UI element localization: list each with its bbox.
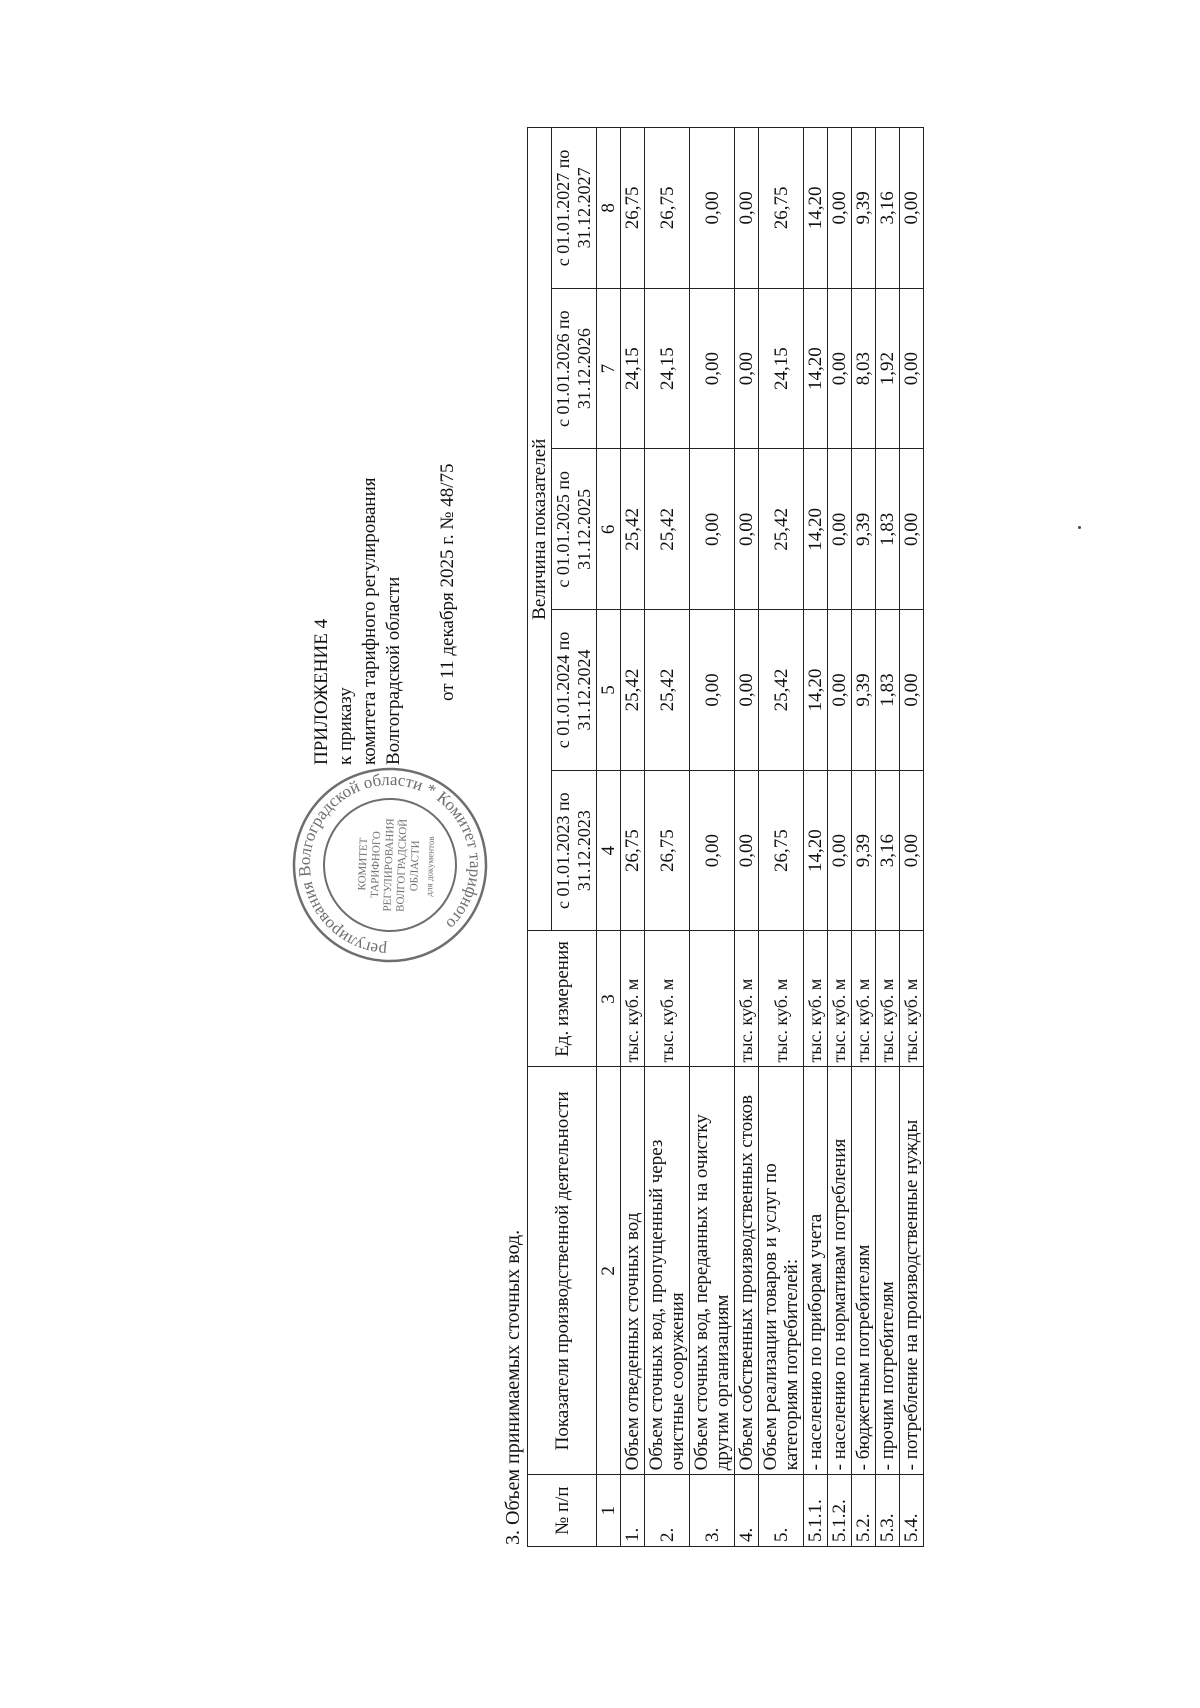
- table-row: [759, 128, 804, 1547]
- row-value: 14,20: [804, 610, 828, 771]
- row-number: 5.4.: [900, 1475, 924, 1547]
- header-num: № п/п: [528, 1475, 597, 1547]
- row-value: 24,15: [759, 288, 804, 449]
- row-value: 3,16: [876, 770, 900, 931]
- row-unit: тыс. куб. м: [852, 931, 876, 1067]
- row-value: 8,03: [852, 288, 876, 449]
- row-value: 14,20: [804, 449, 828, 610]
- row-indicator: Объем собственных производственных стоков: [735, 1067, 759, 1475]
- row-value: 0,00: [828, 128, 852, 289]
- row-value: 26,75: [645, 128, 690, 289]
- table-body: [621, 128, 924, 1547]
- header-values-group: Величина показателей: [528, 128, 552, 931]
- row-value: 0,00: [735, 449, 759, 610]
- annex-line-committee: комитета тарифного регулирования: [359, 477, 380, 765]
- svg-text:для документов: для документов: [423, 836, 437, 897]
- row-unit: тыс. куб. м: [621, 931, 645, 1067]
- row-value: 0,00: [900, 128, 924, 289]
- header-period: с 01.01.2027 по 31.12.2027: [552, 128, 597, 289]
- row-value: 25,42: [621, 449, 645, 610]
- column-number: 8: [597, 128, 621, 289]
- row-unit: тыс. куб. м: [735, 931, 759, 1067]
- row-value: 0,00: [735, 770, 759, 931]
- row-value: 14,20: [804, 288, 828, 449]
- row-value: 1,83: [876, 610, 900, 771]
- row-unit: [690, 931, 735, 1067]
- header-period: с 01.01.2024 по 31.12.2024: [552, 610, 597, 771]
- row-value: 0,00: [690, 449, 735, 610]
- row-value: 0,00: [900, 449, 924, 610]
- row-value: 26,75: [759, 770, 804, 931]
- row-value: 1,83: [876, 449, 900, 610]
- table-row: [645, 128, 690, 1547]
- row-value: 0,00: [828, 449, 852, 610]
- section-title: 3. Объем принимаемых сточных вод.: [502, 1229, 524, 1545]
- row-unit: тыс. куб. м: [900, 931, 924, 1067]
- annex-title: ПРИЛОЖЕНИЕ 4: [311, 618, 332, 765]
- row-value: 0,00: [735, 288, 759, 449]
- row-value: 1,92: [876, 288, 900, 449]
- row-number: 1.: [621, 1475, 645, 1547]
- row-value: 25,42: [621, 610, 645, 771]
- annex-header: [310, 245, 460, 765]
- row-value: 25,42: [645, 449, 690, 610]
- row-value: 9,39: [852, 610, 876, 771]
- row-value: 9,39: [852, 449, 876, 610]
- column-number: 6: [597, 449, 621, 610]
- row-value: 24,15: [645, 288, 690, 449]
- document-page: [140, 145, 1060, 1565]
- row-value: 26,75: [621, 770, 645, 931]
- header-indicator: Показатели производственной деятельности: [528, 1067, 597, 1475]
- scan-speck: [1078, 526, 1081, 529]
- row-indicator: Объем реализации товаров и услуг по категориям потребителей:: [759, 1067, 804, 1475]
- table-row: [900, 128, 924, 1547]
- row-value: 0,00: [828, 288, 852, 449]
- row-value: 0,00: [900, 770, 924, 931]
- row-value: 0,00: [735, 128, 759, 289]
- row-value: 0,00: [735, 610, 759, 771]
- svg-text:регулирования Волгоградской об: регулирования Волгоградской области * Комитет тарифного: [294, 769, 486, 961]
- header-period: с 01.01.2026 по 31.12.2026: [552, 288, 597, 449]
- column-number: 5: [597, 610, 621, 771]
- column-number: 2: [597, 1067, 621, 1475]
- svg-text:ОБЛАСТИ: ОБЛАСТИ: [408, 840, 422, 892]
- header-period: с 01.01.2023 по 31.12.2023: [552, 770, 597, 931]
- row-indicator: - населению по нормативам потребления: [828, 1067, 852, 1475]
- official-seal-stamp: [287, 762, 494, 969]
- row-value: 0,00: [900, 610, 924, 771]
- table-row: [804, 128, 828, 1547]
- column-number: 1: [597, 1475, 621, 1547]
- row-value: 3,16: [876, 128, 900, 289]
- row-indicator: - потребление на производственные нужды: [900, 1067, 924, 1475]
- row-number: 3.: [690, 1475, 735, 1547]
- row-unit: тыс. куб. м: [876, 931, 900, 1067]
- column-number: 3: [597, 931, 621, 1067]
- row-value: 0,00: [828, 770, 852, 931]
- row-value: 0,00: [690, 610, 735, 771]
- row-value: 9,39: [852, 770, 876, 931]
- row-number: 2.: [645, 1475, 690, 1547]
- row-number: 5.1.1.: [804, 1475, 828, 1547]
- row-unit: тыс. куб. м: [759, 931, 804, 1067]
- row-value: 0,00: [690, 288, 735, 449]
- row-value: 9,39: [852, 128, 876, 289]
- row-indicator: Объем сточных вод, переданных на очистку другим организациям: [690, 1067, 735, 1475]
- row-value: 25,42: [645, 610, 690, 771]
- row-value: 0,00: [900, 288, 924, 449]
- row-indicator: - бюджетным потребителям: [852, 1067, 876, 1475]
- header-unit: Ед. измерения: [528, 931, 597, 1067]
- row-value: 0,00: [828, 610, 852, 771]
- annex-line-to-order: к приказу: [335, 687, 356, 765]
- row-value: 26,75: [621, 128, 645, 289]
- row-value: 26,75: [645, 770, 690, 931]
- table-row: [828, 128, 852, 1547]
- svg-text:ВОЛГОГРАДСКОЙ: ВОЛГОГРАДСКОЙ: [394, 818, 410, 913]
- table-row: [876, 128, 900, 1547]
- table-row: [735, 128, 759, 1547]
- svg-text:РЕГУЛИРОВАНИЯ: РЕГУЛИРОВАНИЯ: [381, 818, 397, 912]
- table-row: [852, 128, 876, 1547]
- row-value: 14,20: [804, 128, 828, 289]
- row-value: 14,20: [804, 770, 828, 931]
- row-value: 26,75: [759, 128, 804, 289]
- row-number: 5.: [759, 1475, 804, 1547]
- annex-line-region: Волгоградской области: [383, 576, 404, 765]
- row-indicator: Объем сточных вод, пропущенный через очистные сооружения: [645, 1067, 690, 1475]
- header-period: с 01.01.2025 по 31.12.2025: [552, 449, 597, 610]
- table-row: [690, 128, 735, 1547]
- svg-text:КОМИТЕТ: КОМИТЕТ: [356, 837, 370, 891]
- row-indicator: - населению по приборам учета: [804, 1067, 828, 1475]
- row-value: 0,00: [690, 770, 735, 931]
- order-date-number: от 11 декабря 2025 г. № 48/75: [437, 463, 458, 701]
- row-number: 5.2.: [852, 1475, 876, 1547]
- row-unit: тыс. куб. м: [804, 931, 828, 1067]
- row-value: 25,42: [759, 610, 804, 771]
- wastewater-volume-table: [527, 127, 924, 1547]
- row-value: 0,00: [690, 128, 735, 289]
- row-unit: тыс. куб. м: [828, 931, 852, 1067]
- column-number: 7: [597, 288, 621, 449]
- row-number: 5.1.2.: [828, 1475, 852, 1547]
- row-indicator: Объем отведенных сточных вод: [621, 1067, 645, 1475]
- column-number: 4: [597, 770, 621, 931]
- row-indicator: - прочим потребителям: [876, 1067, 900, 1475]
- table-row: [621, 128, 645, 1547]
- row-unit: тыс. куб. м: [645, 931, 690, 1067]
- row-value: 25,42: [759, 449, 804, 610]
- row-number: 5.3.: [876, 1475, 900, 1547]
- row-number: 4.: [735, 1475, 759, 1547]
- row-value: 24,15: [621, 288, 645, 449]
- svg-text:ТАРИФНОГО: ТАРИФНОГО: [368, 830, 384, 899]
